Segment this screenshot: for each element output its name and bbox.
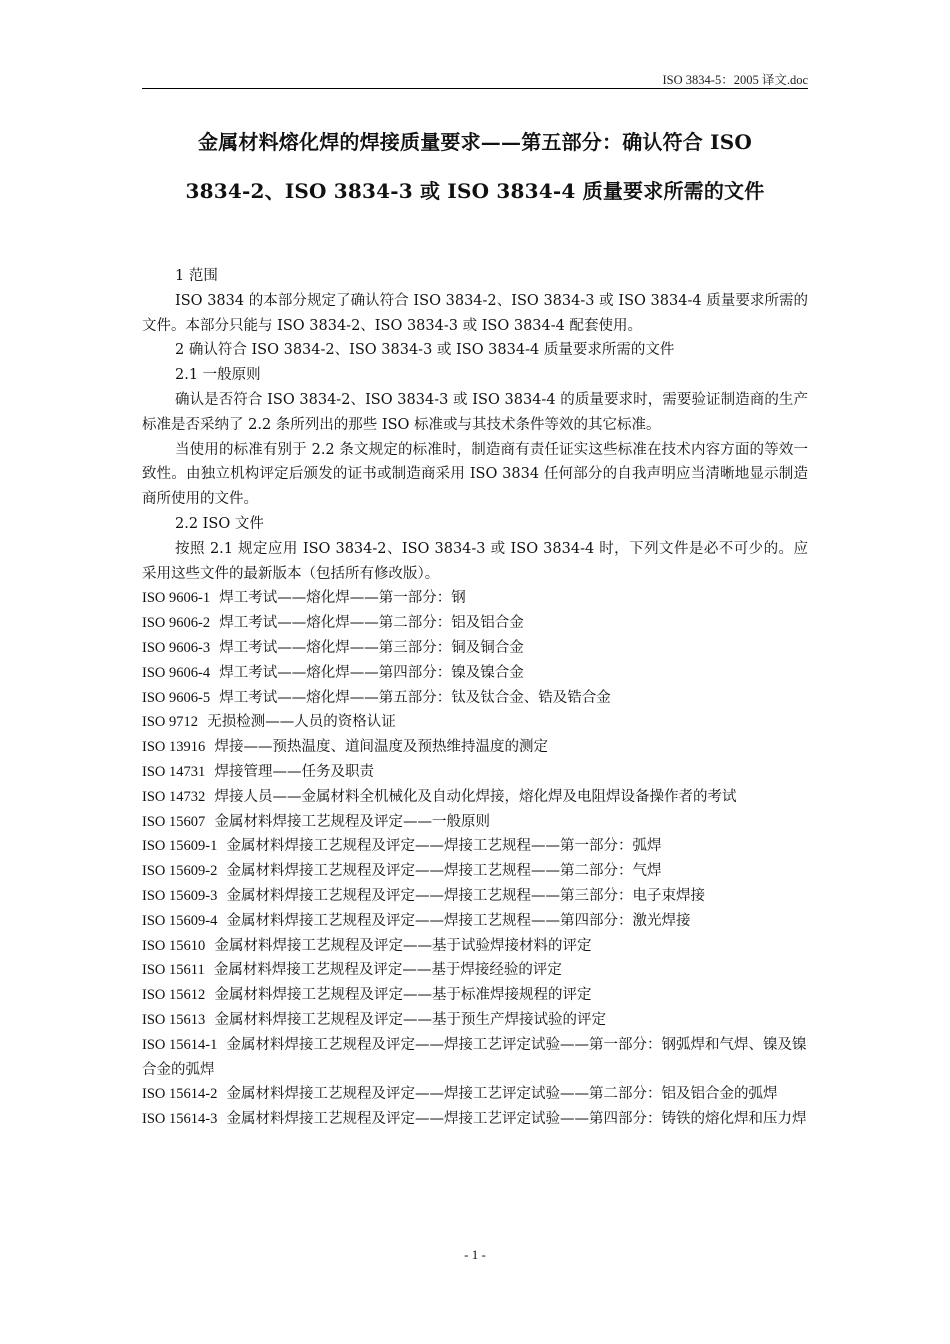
reference-title: 金属材料焊接工艺规程及评定——焊接工艺规程——第二部分：气焊 [226, 863, 662, 880]
reference-item [142, 760, 808, 785]
reference-item [142, 859, 808, 884]
reference-code: ISO 15612 [142, 987, 206, 1004]
reference-code: ISO 15609-1 [142, 838, 218, 855]
reference-code: ISO 15613 [142, 1011, 206, 1028]
section-1-paragraph: ISO 3834 的本部分规定了确认符合 ISO 3834-2、ISO 3834-3 或 ISO 3834-4 质量要求所需的文件。本部分只能与 ISO 3834-2、ISO 3834-3 或 ISO 3834-4 配套使用。 [142, 292, 808, 334]
reference-title: 金属材料焊接工艺规程及评定——焊接工艺规程——第一部分：弧焊 [226, 838, 662, 855]
reference-item [142, 909, 808, 934]
reference-item [142, 983, 808, 1008]
document-body [142, 264, 808, 1132]
reference-item [142, 586, 808, 611]
reference-item [142, 834, 808, 859]
section-2-1-paragraph-1: 确认是否符合 ISO 3834-2、ISO 3834-3 或 ISO 3834-4 的质量要求时，需要验证制造商的生产标准是否采纳了 2.2 条所列出的那些 ISO 标准或与其技术条件等效的其它标准。 [142, 391, 808, 433]
header-filename: ISO 3834-5：2005 译文.doc [662, 73, 808, 87]
header-divider [142, 88, 808, 89]
reference-item [142, 934, 808, 959]
reference-title: 金属材料焊接工艺规程及评定——焊接工艺规程——第三部分：电子束焊接 [226, 887, 706, 904]
reference-code: ISO 9606-1 [142, 590, 211, 607]
section-2-heading: 2 确认符合 ISO 3834-2、ISO 3834-3 或 ISO 3834-4 质量要求所需的文件 [175, 342, 675, 359]
reference-code: ISO 15614-3 [142, 1111, 218, 1128]
reference-item [142, 1107, 808, 1132]
reference-title: 金属材料焊接工艺规程及评定——焊接工艺规程——第四部分：激光焊接 [226, 912, 691, 929]
reference-item [142, 735, 808, 760]
reference-code: ISO 15607 [142, 813, 206, 830]
document-title-line-2: 3834-2、ISO 3834-3 或 ISO 3834-4 质量要求所需的文件 [185, 179, 765, 203]
reference-code: ISO 14731 [142, 763, 206, 780]
reference-title: 焊接——预热温度、道间温度及预热维持温度的测定 [214, 739, 548, 756]
reference-title: 金属材料焊接工艺规程及评定——焊接工艺评定试验——第四部分：铸铁的熔化焊和压力焊 [226, 1111, 807, 1128]
reference-title: 金属材料焊接工艺规程及评定——基于预生产焊接试验的评定 [214, 1011, 606, 1028]
reference-item [142, 958, 808, 983]
reference-title: 金属材料焊接工艺规程及评定——焊接工艺评定试验——第二部分：铝及铝合金的弧焊 [226, 1086, 778, 1103]
reference-code: ISO 9606-4 [142, 664, 211, 681]
reference-code: ISO 9606-3 [142, 639, 211, 656]
document-title-line-1: 金属材料熔化焊的焊接质量要求——第五部分：确认符合 ISO [198, 130, 752, 154]
section-2-2-paragraph: 按照 2.1 规定应用 ISO 3834-2、ISO 3834-3 或 ISO 3834-4 时，下列文件是必不可少的。应采用这些文件的最新版本（包括所有修改版）。 [142, 540, 808, 582]
reference-code: ISO 13916 [142, 739, 206, 756]
reference-title: 金属材料焊接工艺规程及评定——一般原则 [214, 813, 490, 830]
page-number: - 1 - [464, 1247, 486, 1262]
section-2-2-heading: 2.2 ISO 文件 [175, 515, 264, 532]
reference-title: 焊工考试——熔化焊——第四部分：镍及镍合金 [219, 664, 524, 681]
reference-title: 焊工考试——熔化焊——第一部分：钢 [219, 590, 466, 607]
reference-code: ISO 9606-5 [142, 689, 211, 706]
reference-code: ISO 9606-2 [142, 615, 211, 632]
reference-code: ISO 15609-3 [142, 887, 218, 904]
reference-item [142, 686, 808, 711]
reference-code: ISO 15614-1 [142, 1036, 218, 1053]
reference-title: 金属材料焊接工艺规程及评定——基于标准焊接规程的评定 [214, 987, 592, 1004]
reference-item [142, 785, 808, 810]
reference-item [142, 636, 808, 661]
reference-item [142, 1008, 808, 1033]
reference-item [142, 1082, 808, 1107]
reference-code: ISO 9712 [142, 714, 198, 731]
reference-title: 焊工考试——熔化焊——第二部分：铝及铝合金 [219, 615, 524, 632]
reference-title: 焊接管理——任务及职责 [214, 763, 374, 780]
reference-item [142, 884, 808, 909]
reference-item [142, 1033, 808, 1083]
reference-title: 焊工考试——熔化焊——第五部分：钛及钛合金、锆及锆合金 [219, 689, 611, 706]
reference-item [142, 810, 808, 835]
reference-title: 金属材料焊接工艺规程及评定——基于试验焊接材料的评定 [214, 937, 592, 954]
reference-code: ISO 15611 [142, 962, 205, 979]
section-1-heading: 1 范围 [175, 268, 218, 284]
reference-title: 无损检测——人员的资格认证 [207, 714, 396, 731]
reference-title: 金属材料焊接工艺规程及评定——基于焊接经验的评定 [213, 962, 562, 979]
reference-title: 金属材料焊接工艺规程及评定——焊接工艺评定试验——第一部分：钢弧焊和气焊、镍及镍合金的弧焊 [142, 1036, 807, 1078]
reference-code: ISO 15610 [142, 937, 206, 954]
reference-item [142, 661, 808, 686]
section-2-1-paragraph-2: 当使用的标准有别于 2.2 条文规定的标准时，制造商有责任证实这些标准在技术内容方面的等效一致性。由独立机构评定后颁发的证书或制造商采用 ISO 3834 任何部分的自我声明应当清晰地显示制造商所使用的文件。 [142, 441, 808, 508]
reference-code: ISO 14732 [142, 788, 206, 805]
reference-item [142, 710, 808, 735]
section-2-1-heading: 2.1 一般原则 [175, 367, 261, 384]
reference-title: 焊工考试——熔化焊——第三部分：铜及铜合金 [219, 639, 524, 656]
reference-code: ISO 15614-2 [142, 1086, 218, 1103]
reference-list [142, 586, 808, 1132]
reference-item [142, 611, 808, 636]
reference-code: ISO 15609-2 [142, 863, 218, 880]
reference-title: 焊接人员——金属材料全机械化及自动化焊接，熔化焊及电阻焊设备操作者的考试 [214, 788, 737, 805]
reference-code: ISO 15609-4 [142, 912, 218, 929]
